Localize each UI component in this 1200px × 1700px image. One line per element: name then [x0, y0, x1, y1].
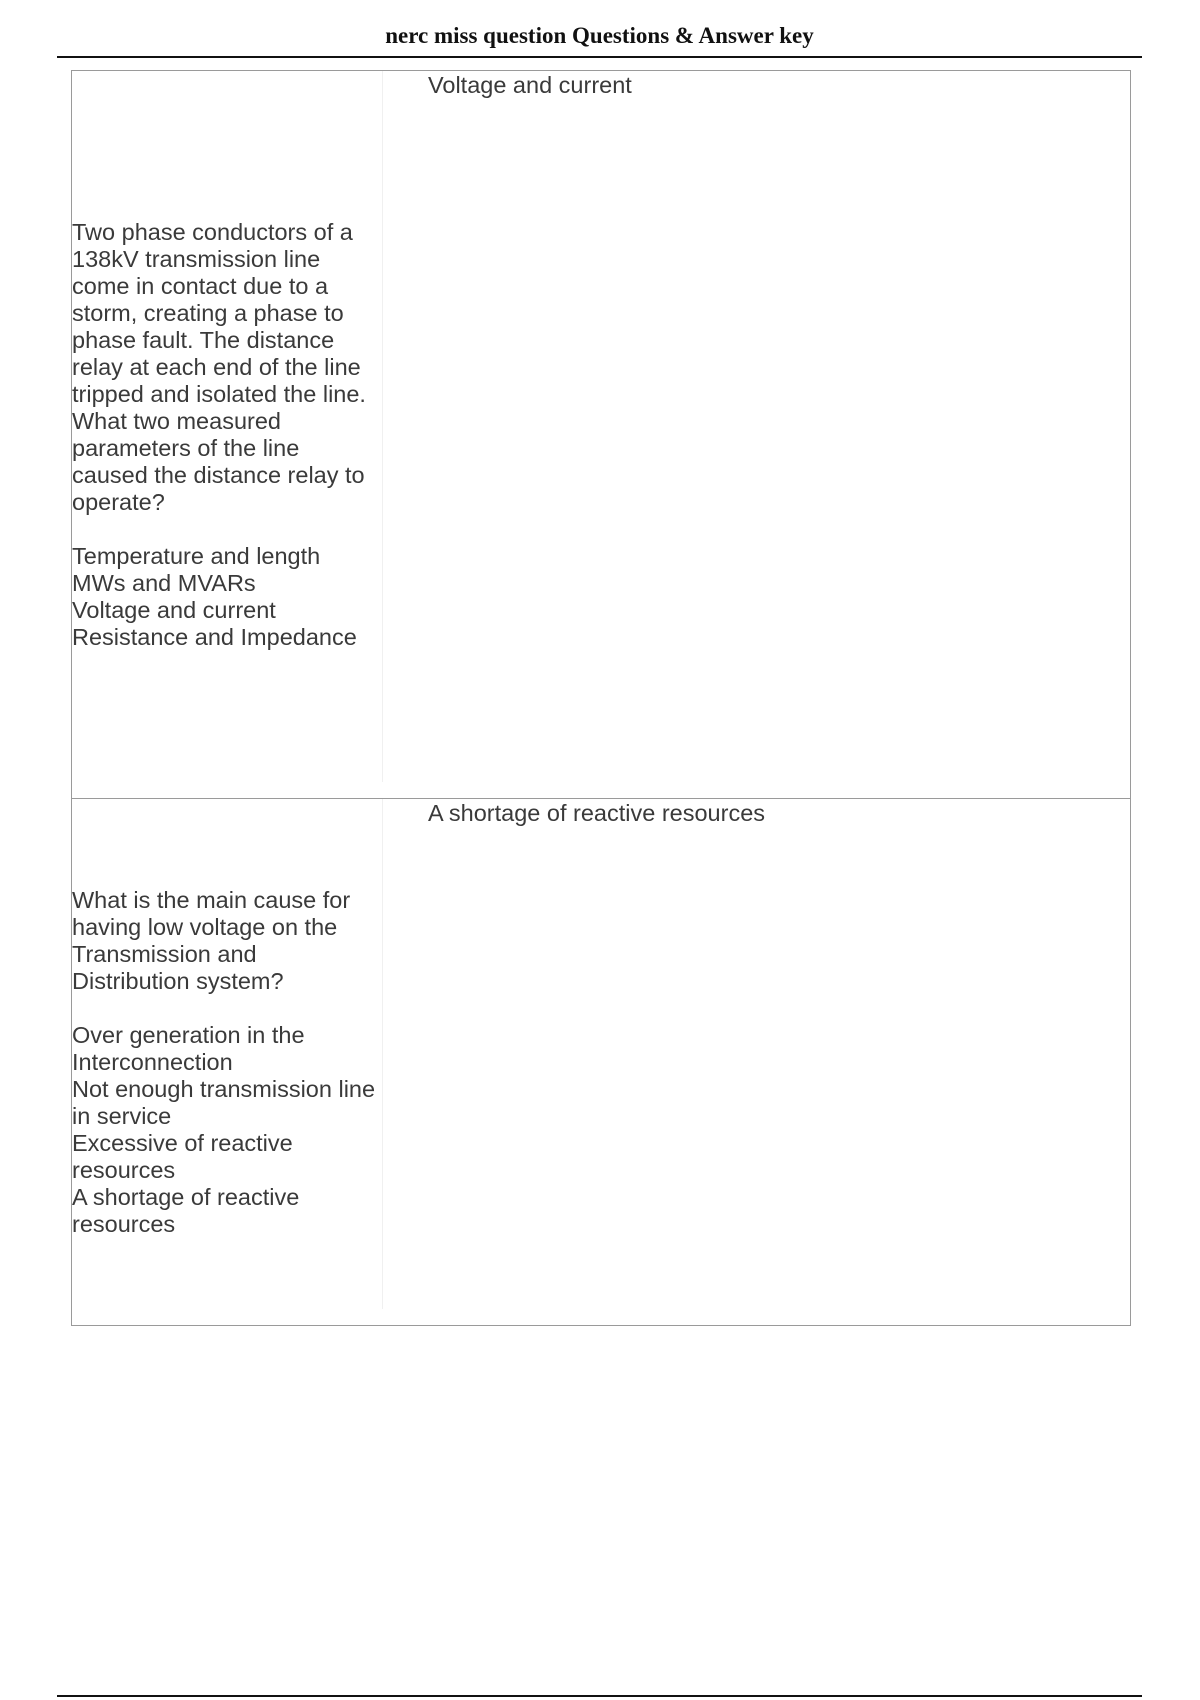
option-item: Over generation in the Interconnection: [72, 1021, 305, 1075]
option-item: MWs and MVARs: [72, 569, 256, 596]
options-list: [72, 1022, 376, 1238]
question-text: What is the main cause for having low voltage on the Transmission and Distribution system?: [72, 886, 351, 994]
qa-card: [72, 71, 1130, 798]
column-divider: [382, 799, 383, 1309]
footer-divider: [57, 1695, 1142, 1697]
answer-cell: [382, 71, 1130, 798]
option-item: Resistance and Impedance: [72, 623, 357, 650]
question-cell: [72, 799, 382, 1325]
option-item: Not enough transmission line in service: [72, 1075, 376, 1129]
question-content: [72, 887, 376, 1238]
option-item: Excessive of reactive resources: [72, 1129, 293, 1183]
answer-cell: [382, 799, 1130, 1325]
header-divider: [57, 56, 1142, 58]
option-item: Temperature and length: [72, 542, 321, 569]
answer-text: A shortage of reactive resources: [428, 800, 766, 826]
option-item: Voltage and current: [72, 596, 276, 623]
question-content: [72, 219, 376, 651]
answer-text: Voltage and current: [428, 72, 632, 98]
option-item: A shortage of reactive resources: [72, 1183, 300, 1237]
qa-table: [71, 70, 1131, 1326]
page-title: nerc miss question Questions & Answer key: [385, 23, 814, 48]
qa-card: [72, 798, 1130, 1325]
question-cell: [72, 71, 382, 798]
options-list: [72, 543, 376, 651]
column-divider: [382, 71, 383, 782]
question-text: Two phase conductors of a 138kV transmission line come in contact due to a storm, creating a phase to phase fault. The distance relay at each end of the line tripped and isolated the line. What two measured parameters of the line caused the distance relay to operate?: [72, 218, 366, 515]
